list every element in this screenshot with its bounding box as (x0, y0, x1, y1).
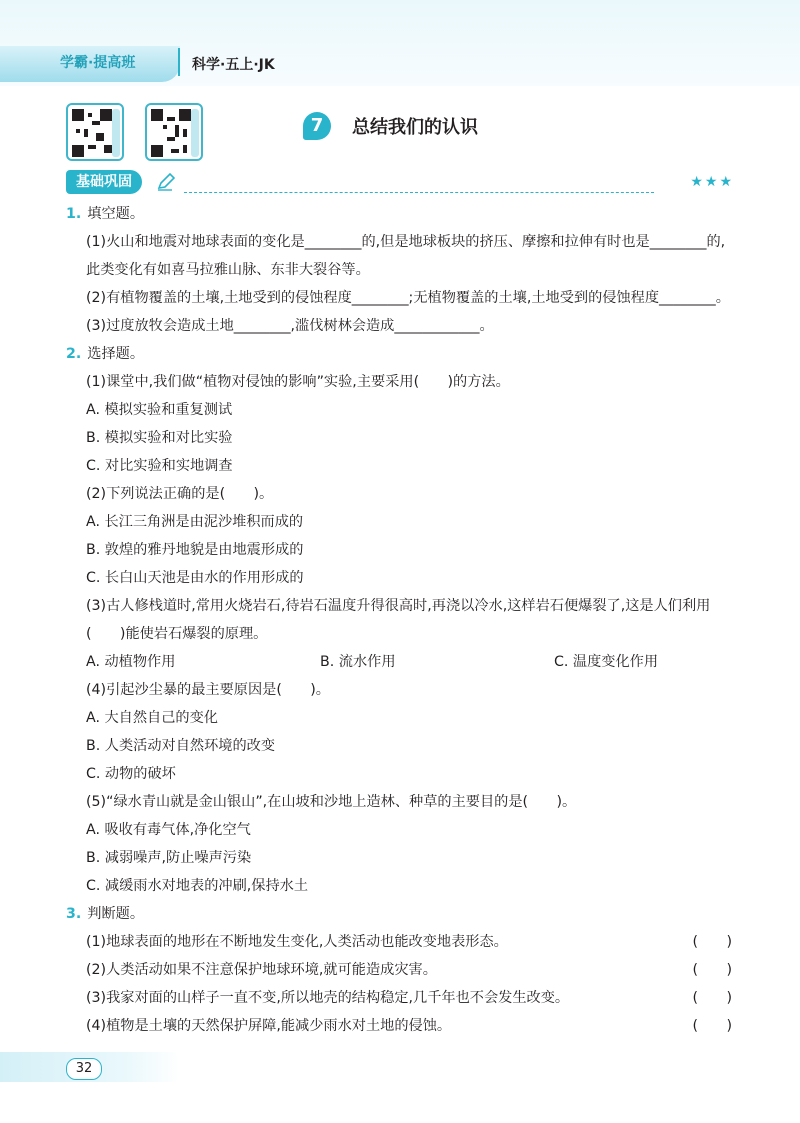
choice-stem: (5)“绿水青山就是金山银山”,在山坡和沙地上造林、种草的主要目的是( )。 (86, 794, 577, 810)
answer-parentheses: ( ) (692, 934, 732, 950)
question-title: 判断题。 (87, 906, 145, 922)
true-false-item (66, 984, 734, 1012)
qr-code-icon (66, 103, 124, 161)
choice-option: A. 动植物作用 (86, 654, 176, 670)
choice-option: C. 动物的破坏 (86, 766, 176, 782)
true-false-item (66, 928, 734, 956)
question-number: 3. (66, 906, 82, 922)
choice-option: C. 温度变化作用 (554, 654, 659, 670)
question-3-heading (66, 900, 734, 928)
question-number: 2. (66, 346, 82, 362)
choice-option: C. 减缓雨水对地表的冲刷,保持水土 (86, 878, 309, 894)
choice-stem: (2)下列说法正确的是( )。 (86, 486, 274, 502)
qr-code-pattern (72, 109, 112, 157)
qr-side-strip (191, 109, 199, 157)
question-2-heading (66, 340, 734, 368)
question-number: 1. (66, 206, 82, 222)
question-title: 选择题。 (87, 346, 145, 362)
fill-blank-item: (1)火山和地震对地球表面的变化是________的,但是地球板块的挤压、摩擦和拉伸有时也是________的,此类变化有如喜马拉雅山脉、东非大裂谷等。 (86, 234, 726, 278)
section-divider (184, 192, 654, 193)
subject-label: 科学·五上·JK (192, 57, 275, 73)
exercise-content (66, 200, 734, 1040)
true-false-item (66, 1012, 734, 1040)
answer-parentheses: ( ) (692, 990, 732, 1006)
choice-option: C. 长白山天池是由水的作用形成的 (86, 570, 304, 586)
header-divider (178, 48, 180, 76)
choice-stem: (1)课堂中,我们做“植物对侵蚀的影响”实验,主要采用( )的方法。 (86, 374, 510, 390)
qr-code-icon (145, 103, 203, 161)
answer-parentheses: ( ) (692, 962, 732, 978)
choice-option: A. 长江三角洲是由泥沙堆积而成的 (86, 514, 304, 530)
brand-label: 学霸·提高班 (60, 55, 136, 71)
qr-side-strip (112, 109, 120, 157)
section-header (66, 170, 734, 196)
section-title: 基础巩固 (66, 170, 142, 194)
qr-code-pattern (151, 109, 191, 157)
choice-option: C. 对比实验和实地调查 (86, 458, 233, 474)
pencil-icon (156, 172, 176, 192)
choice-stem: (4)引起沙尘暴的最主要原因是( )。 (86, 682, 330, 698)
page-number: 32 (66, 1058, 102, 1080)
true-false-text: (2)人类活动如果不注意保护地球环境,就可能造成灾害。 (86, 962, 437, 978)
difficulty-stars: ★★★ (690, 174, 734, 190)
true-false-text: (3)我家对面的山样子一直不变,所以地壳的结构稳定,几千年也不会发生改变。 (86, 990, 570, 1006)
choice-option: A. 吸收有毒气体,净化空气 (86, 822, 251, 838)
true-false-item (66, 956, 734, 984)
choice-option: B. 模拟实验和对比实验 (86, 430, 233, 446)
choice-option-row (66, 648, 734, 676)
choice-option: A. 大自然自己的变化 (86, 710, 218, 726)
lesson-number-badge: 7 (303, 112, 331, 140)
true-false-text: (1)地球表面的地形在不断地发生变化,人类活动也能改变地表形态。 (86, 934, 508, 950)
choice-option: B. 敦煌的雅丹地貌是由地震形成的 (86, 542, 304, 558)
choice-option: B. 减弱噪声,防止噪声污染 (86, 850, 252, 866)
choice-stem: (3)古人修栈道时,常用火烧岩石,待岩石温度升得很高时,再浇以冷水,这样岩石便爆裂了,这是人们利用( )能使岩石爆裂的原理。 (86, 598, 711, 642)
choice-option: A. 模拟实验和重复测试 (86, 402, 233, 418)
question-title: 填空题。 (87, 206, 145, 222)
choice-option: B. 流水作用 (320, 654, 396, 670)
true-false-text: (4)植物是土壤的天然保护屏障,能减少雨水对土地的侵蚀。 (86, 1018, 452, 1034)
choice-option: B. 人类活动对自然环境的改变 (86, 738, 276, 754)
fill-blank-item: (2)有植物覆盖的土壤,土地受到的侵蚀程度________;无植物覆盖的土壤,土地受到的侵蚀程度________。 (86, 290, 730, 306)
lesson-title: 总结我们的认识 (352, 117, 478, 138)
answer-parentheses: ( ) (692, 1018, 732, 1034)
fill-blank-item: (3)过度放牧会造成土地________,滥伐树林会造成____________。 (86, 318, 494, 334)
question-1-heading (66, 200, 734, 228)
